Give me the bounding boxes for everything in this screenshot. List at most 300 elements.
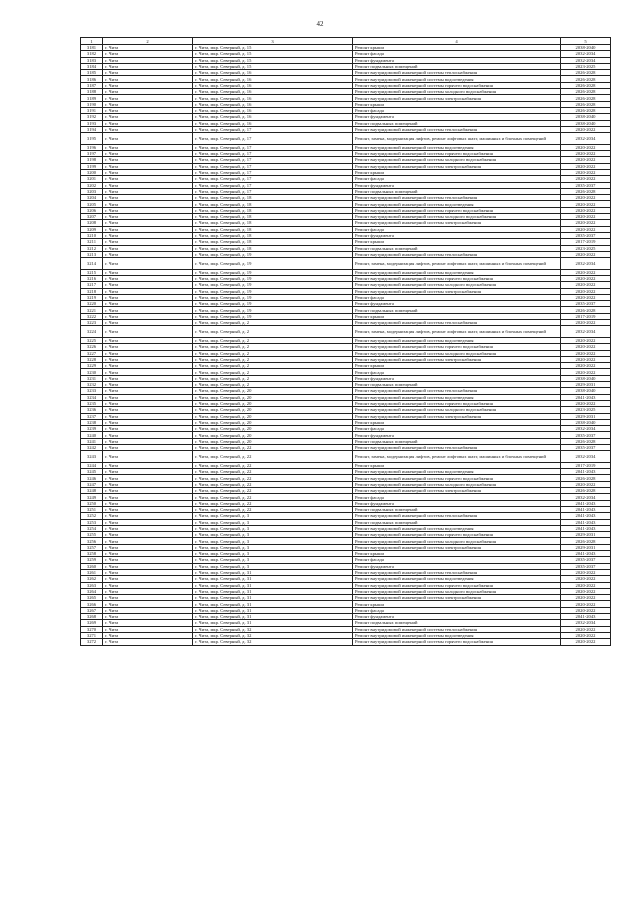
work-type-cell: Ремонт внутридомовой инженерной системы горячего водоснабжения bbox=[353, 400, 561, 406]
work-type-cell: Ремонт внутридомовой инженерной системы электроснабжения bbox=[353, 95, 561, 101]
row-number-cell: 3265 bbox=[81, 595, 103, 601]
work-type-cell: Ремонт внутридомовой инженерной системы теплоснабжения bbox=[353, 320, 561, 326]
address-cell: г. Чита, мкр. Северный, д. 15 bbox=[193, 45, 353, 51]
row-number-cell: 3218 bbox=[81, 288, 103, 294]
work-type-cell: Ремонт крыши bbox=[353, 551, 561, 557]
period-cell: 2020-2022 bbox=[561, 337, 611, 343]
row-number-cell: 3250 bbox=[81, 500, 103, 506]
city-cell: г. Чита bbox=[103, 544, 193, 550]
period-cell: 2041-2043 bbox=[561, 519, 611, 525]
work-type-cell: Ремонт внутридомовой инженерной системы холодного водоснабжения bbox=[353, 538, 561, 544]
city-cell: г. Чита bbox=[103, 120, 193, 126]
work-type-cell: Ремонт внутридомовой инженерной системы горячего водоснабжения bbox=[353, 639, 561, 645]
city-cell: г. Чита bbox=[103, 626, 193, 632]
period-cell: 2020-2022 bbox=[561, 207, 611, 213]
address-cell: г. Чита, мкр. Северный, д. 17 bbox=[193, 126, 353, 132]
row-number-cell: 3271 bbox=[81, 632, 103, 638]
city-cell: г. Чита bbox=[103, 151, 193, 157]
row-number-cell: 3185 bbox=[81, 70, 103, 76]
city-cell: г. Чита bbox=[103, 144, 193, 150]
city-cell: г. Чита bbox=[103, 356, 193, 362]
work-type-cell: Ремонт внутридомовой инженерной системы теплоснабжения bbox=[353, 388, 561, 394]
work-type-cell: Ремонт внутридомовой инженерной системы горячего водоснабжения bbox=[353, 532, 561, 538]
row-number-cell: 3215 bbox=[81, 269, 103, 275]
address-cell: г. Чита, мкр. Северный, д. 15 bbox=[193, 51, 353, 57]
period-cell: 2032-2034 bbox=[561, 326, 611, 338]
address-cell: г. Чита, мкр. Северный, д. 32 bbox=[193, 632, 353, 638]
work-type-cell: Ремонт внутридомовой инженерной системы горячего водоснабжения bbox=[353, 344, 561, 350]
row-number-cell: 3262 bbox=[81, 576, 103, 582]
address-cell: г. Чита, мкр. Северный, д. 2 bbox=[193, 344, 353, 350]
row-number-cell: 3202 bbox=[81, 182, 103, 188]
row-number-cell: 3193 bbox=[81, 120, 103, 126]
address-cell: г. Чита, мкр. Северный, д. 16 bbox=[193, 70, 353, 76]
city-cell: г. Чита bbox=[103, 419, 193, 425]
row-number-cell: 3232 bbox=[81, 382, 103, 388]
period-cell: 2038-2040 bbox=[561, 120, 611, 126]
work-type-cell: Ремонт фундамента bbox=[353, 182, 561, 188]
period-cell: 2020-2022 bbox=[561, 400, 611, 406]
city-cell: г. Чита bbox=[103, 563, 193, 569]
row-number-cell: 3245 bbox=[81, 469, 103, 475]
period-cell: 2020-2022 bbox=[561, 201, 611, 207]
row-number-cell: 3269 bbox=[81, 620, 103, 626]
period-cell: 2035-2037 bbox=[561, 432, 611, 438]
row-number-cell: 3214 bbox=[81, 258, 103, 270]
work-type-cell: Ремонт внутридомовой инженерной системы холодного водоснабжения bbox=[353, 588, 561, 594]
address-cell: г. Чита, мкр. Северный, д. 3 bbox=[193, 544, 353, 550]
row-number-cell: 3205 bbox=[81, 201, 103, 207]
work-type-cell: Ремонт фундамента bbox=[353, 301, 561, 307]
address-cell: г. Чита, мкр. Северный, д. 3 bbox=[193, 538, 353, 544]
city-cell: г. Чита bbox=[103, 363, 193, 369]
city-cell: г. Чита bbox=[103, 375, 193, 381]
city-cell: г. Чита bbox=[103, 350, 193, 356]
row-number-cell: 3253 bbox=[81, 519, 103, 525]
address-cell: г. Чита, мкр. Северный, д. 22 bbox=[193, 481, 353, 487]
period-cell: 2032-2034 bbox=[561, 133, 611, 145]
city-cell: г. Чита bbox=[103, 251, 193, 257]
work-type-cell: Ремонт внутридомовой инженерной системы горячего водоснабжения bbox=[353, 82, 561, 88]
row-number-cell: 3268 bbox=[81, 614, 103, 620]
period-cell: 2038-2040 bbox=[561, 419, 611, 425]
city-cell: г. Чита bbox=[103, 182, 193, 188]
period-cell: 2029-2031 bbox=[561, 544, 611, 550]
row-number-cell: 3272 bbox=[81, 639, 103, 645]
address-cell: г. Чита, мкр. Северный, д. 31 bbox=[193, 620, 353, 626]
period-cell: 2041-2043 bbox=[561, 469, 611, 475]
row-number-cell: 3238 bbox=[81, 419, 103, 425]
work-type-cell: Ремонт фундамента bbox=[353, 232, 561, 238]
address-cell: г. Чита, мкр. Северный, д. 19 bbox=[193, 251, 353, 257]
address-cell: г. Чита, мкр. Северный, д. 16 bbox=[193, 107, 353, 113]
address-cell: г. Чита, мкр. Северный, д. 17 bbox=[193, 157, 353, 163]
work-type-cell: Ремонт внутридомовой инженерной системы электроснабжения bbox=[353, 220, 561, 226]
city-cell: г. Чита bbox=[103, 475, 193, 481]
address-cell: г. Чита, мкр. Северный, д. 2 bbox=[193, 326, 353, 338]
period-cell: 2020-2022 bbox=[561, 282, 611, 288]
row-number-cell: 3235 bbox=[81, 400, 103, 406]
city-cell: г. Чита bbox=[103, 506, 193, 512]
work-type-cell: Ремонт внутридомовой инженерной системы электроснабжения bbox=[353, 288, 561, 294]
address-cell: г. Чита, мкр. Северный, д. 16 bbox=[193, 76, 353, 82]
period-cell: 2026-2028 bbox=[561, 538, 611, 544]
work-type-cell: Ремонт внутридомовой инженерной системы водоотведения bbox=[353, 337, 561, 343]
city-cell: г. Чита bbox=[103, 620, 193, 626]
row-number-cell: 3234 bbox=[81, 394, 103, 400]
row-number-cell: 3255 bbox=[81, 532, 103, 538]
address-cell: г. Чита, мкр. Северный, д. 16 bbox=[193, 89, 353, 95]
row-number-cell: 3243 bbox=[81, 451, 103, 463]
period-cell: 2020-2022 bbox=[561, 320, 611, 326]
address-cell: г. Чита, мкр. Северный, д. 20 bbox=[193, 413, 353, 419]
row-number-cell: 3208 bbox=[81, 220, 103, 226]
address-cell: г. Чита, мкр. Северный, д. 18 bbox=[193, 245, 353, 251]
row-number-cell: 3231 bbox=[81, 375, 103, 381]
city-cell: г. Чита bbox=[103, 320, 193, 326]
city-cell: г. Чита bbox=[103, 282, 193, 288]
row-number-cell: 3187 bbox=[81, 82, 103, 88]
period-cell: 2029-2031 bbox=[561, 413, 611, 419]
period-cell: 2041-2043 bbox=[561, 551, 611, 557]
work-type-cell: Ремонт крыши bbox=[353, 313, 561, 319]
address-cell: г. Чита, мкр. Северный, д. 19 bbox=[193, 258, 353, 270]
work-type-cell: Ремонт крыши bbox=[353, 239, 561, 245]
address-cell: г. Чита, мкр. Северный, д. 15 bbox=[193, 63, 353, 69]
row-number-cell: 3209 bbox=[81, 226, 103, 232]
row-number-cell: 3263 bbox=[81, 582, 103, 588]
address-cell: г. Чита, мкр. Северный, д. 18 bbox=[193, 201, 353, 207]
header-cell-5: 5 bbox=[561, 38, 611, 45]
address-cell: г. Чита, мкр. Северный, д. 18 bbox=[193, 239, 353, 245]
row-number-cell: 3201 bbox=[81, 176, 103, 182]
period-cell: 2026-2028 bbox=[561, 76, 611, 82]
address-cell: г. Чита, мкр. Северный, д. 32 bbox=[193, 639, 353, 645]
period-cell: 2032-2034 bbox=[561, 620, 611, 626]
header-cell-4: 4 bbox=[353, 38, 561, 45]
work-type-cell: Ремонт внутридомовой инженерной системы электроснабжения bbox=[353, 163, 561, 169]
row-number-cell: 3186 bbox=[81, 76, 103, 82]
row-number-cell: 3213 bbox=[81, 251, 103, 257]
row-number-cell: 3212 bbox=[81, 245, 103, 251]
address-cell: г. Чита, мкр. Северный, д. 31 bbox=[193, 588, 353, 594]
row-number-cell: 3223 bbox=[81, 320, 103, 326]
address-cell: г. Чита, мкр. Северный, д. 17 bbox=[193, 188, 353, 194]
row-number-cell: 3254 bbox=[81, 525, 103, 531]
period-cell: 2026-2028 bbox=[561, 82, 611, 88]
city-cell: г. Чита bbox=[103, 57, 193, 63]
work-type-cell: Ремонт внутридомовой инженерной системы горячего водоснабжения bbox=[353, 275, 561, 281]
address-cell: г. Чита, мкр. Северный, д. 16 bbox=[193, 101, 353, 107]
period-cell: 2041-2043 bbox=[561, 506, 611, 512]
address-cell: г. Чита, мкр. Северный, д. 20 bbox=[193, 432, 353, 438]
period-cell: 2020-2022 bbox=[561, 176, 611, 182]
period-cell: 2032-2034 bbox=[561, 57, 611, 63]
city-cell: г. Чита bbox=[103, 51, 193, 57]
city-cell: г. Чита bbox=[103, 588, 193, 594]
address-cell: г. Чита, мкр. Северный, д. 17 bbox=[193, 163, 353, 169]
city-cell: г. Чита bbox=[103, 607, 193, 613]
address-cell: г. Чита, мкр. Северный, д. 31 bbox=[193, 607, 353, 613]
address-cell: г. Чита, мкр. Северный, д. 20 bbox=[193, 438, 353, 444]
city-cell: г. Чита bbox=[103, 258, 193, 270]
city-cell: г. Чита bbox=[103, 307, 193, 313]
city-cell: г. Чита bbox=[103, 595, 193, 601]
period-cell: 2041-2043 bbox=[561, 513, 611, 519]
row-number-cell: 3192 bbox=[81, 114, 103, 120]
work-type-cell: Ремонт внутридомовой инженерной системы холодного водоснабжения bbox=[353, 282, 561, 288]
row-number-cell: 3252 bbox=[81, 513, 103, 519]
city-cell: г. Чита bbox=[103, 532, 193, 538]
row-number-cell: 3210 bbox=[81, 232, 103, 238]
row-number-cell: 3239 bbox=[81, 426, 103, 432]
address-cell: г. Чита, мкр. Северный, д. 31 bbox=[193, 595, 353, 601]
city-cell: г. Чита bbox=[103, 133, 193, 145]
row-number-cell: 3256 bbox=[81, 538, 103, 544]
city-cell: г. Чита bbox=[103, 313, 193, 319]
row-number-cell: 3233 bbox=[81, 388, 103, 394]
city-cell: г. Чита bbox=[103, 557, 193, 563]
work-type-cell: Ремонт, замена, модернизация лифтов, ремонт лифтовых шахт, машинных и блочных помещений bbox=[353, 451, 561, 463]
city-cell: г. Чита bbox=[103, 201, 193, 207]
row-number-cell: 3197 bbox=[81, 151, 103, 157]
address-cell: г. Чита, мкр. Северный, д. 17 bbox=[193, 169, 353, 175]
city-cell: г. Чита bbox=[103, 245, 193, 251]
work-type-cell: Ремонт внутридомовой инженерной системы теплоснабжения bbox=[353, 70, 561, 76]
city-cell: г. Чита bbox=[103, 513, 193, 519]
address-cell: г. Чита, мкр. Северный, д. 31 bbox=[193, 582, 353, 588]
period-cell: 2029-2031 bbox=[561, 382, 611, 388]
city-cell: г. Чита bbox=[103, 432, 193, 438]
city-cell: г. Чита bbox=[103, 63, 193, 69]
city-cell: г. Чита bbox=[103, 288, 193, 294]
row-number-cell: 3266 bbox=[81, 601, 103, 607]
address-cell: г. Чита, мкр. Северный, д. 20 bbox=[193, 400, 353, 406]
city-cell: г. Чита bbox=[103, 301, 193, 307]
address-cell: г. Чита, мкр. Северный, д. 16 bbox=[193, 95, 353, 101]
row-number-cell: 3224 bbox=[81, 326, 103, 338]
period-cell: 2020-2022 bbox=[561, 607, 611, 613]
period-cell: 2020-2022 bbox=[561, 294, 611, 300]
period-cell: 2026-2028 bbox=[561, 70, 611, 76]
row-number-cell: 3196 bbox=[81, 144, 103, 150]
city-cell: г. Чита bbox=[103, 45, 193, 51]
period-cell: 2032-2034 bbox=[561, 51, 611, 57]
row-number-cell: 3216 bbox=[81, 275, 103, 281]
period-cell: 2026-2028 bbox=[561, 307, 611, 313]
work-type-cell: Ремонт подвальных помещений bbox=[353, 307, 561, 313]
period-cell: 2020-2022 bbox=[561, 288, 611, 294]
row-number-cell: 3249 bbox=[81, 494, 103, 500]
city-cell: г. Чита bbox=[103, 614, 193, 620]
address-cell: г. Чита, мкр. Северный, д. 3 bbox=[193, 551, 353, 557]
work-type-cell: Ремонт фундамента bbox=[353, 432, 561, 438]
period-cell: 2020-2022 bbox=[561, 569, 611, 575]
city-cell: г. Чита bbox=[103, 226, 193, 232]
work-type-cell: Ремонт внутридомовой инженерной системы горячего водоснабжения bbox=[353, 582, 561, 588]
period-cell: 2035-2037 bbox=[561, 301, 611, 307]
header-cell-2: 2 bbox=[103, 38, 193, 45]
header-row bbox=[81, 38, 611, 45]
city-cell: г. Чита bbox=[103, 169, 193, 175]
row-number-cell: 3244 bbox=[81, 462, 103, 468]
row-number-cell: 3229 bbox=[81, 363, 103, 369]
table-row bbox=[81, 639, 611, 645]
row-number-cell: 3220 bbox=[81, 301, 103, 307]
period-cell: 2026-2028 bbox=[561, 89, 611, 95]
period-cell: 2020-2022 bbox=[561, 226, 611, 232]
period-cell: 2038-2040 bbox=[561, 114, 611, 120]
row-number-cell: 3236 bbox=[81, 407, 103, 413]
row-number-cell: 3183 bbox=[81, 57, 103, 63]
city-cell: г. Чита bbox=[103, 500, 193, 506]
city-cell: г. Чита bbox=[103, 95, 193, 101]
period-cell: 2038-2040 bbox=[561, 388, 611, 394]
address-cell: г. Чита, мкр. Северный, д. 2 bbox=[193, 382, 353, 388]
work-type-cell: Ремонт подвальных помещений bbox=[353, 519, 561, 525]
city-cell: г. Чита bbox=[103, 569, 193, 575]
work-type-cell: Ремонт фасада bbox=[353, 369, 561, 375]
row-number-cell: 3219 bbox=[81, 294, 103, 300]
work-type-cell: Ремонт подвальных помещений bbox=[353, 382, 561, 388]
period-cell: 2020-2022 bbox=[561, 126, 611, 132]
city-cell: г. Чита bbox=[103, 494, 193, 500]
address-cell: г. Чита, мкр. Северный, д. 2 bbox=[193, 369, 353, 375]
header-cell-3: 3 bbox=[193, 38, 353, 45]
city-cell: г. Чита bbox=[103, 582, 193, 588]
address-cell: г. Чита, мкр. Северный, д. 2 bbox=[193, 320, 353, 326]
work-type-cell: Ремонт внутридомовой инженерной системы теплоснабжения bbox=[353, 513, 561, 519]
row-number-cell: 3182 bbox=[81, 51, 103, 57]
address-cell: г. Чита, мкр. Северный, д. 15 bbox=[193, 57, 353, 63]
address-cell: г. Чита, мкр. Северный, д. 17 bbox=[193, 182, 353, 188]
city-cell: г. Чита bbox=[103, 488, 193, 494]
address-cell: г. Чита, мкр. Северный, д. 18 bbox=[193, 207, 353, 213]
city-cell: г. Чита bbox=[103, 337, 193, 343]
row-number-cell: 3221 bbox=[81, 307, 103, 313]
period-cell: 2020-2022 bbox=[561, 195, 611, 201]
work-type-cell: Ремонт внутридомовой инженерной системы электроснабжения bbox=[353, 544, 561, 550]
city-cell: г. Чита bbox=[103, 601, 193, 607]
work-type-cell: Ремонт крыши bbox=[353, 169, 561, 175]
city-cell: г. Чита bbox=[103, 214, 193, 220]
period-cell: 2032-2034 bbox=[561, 258, 611, 270]
address-cell: г. Чита, мкр. Северный, д. 22 bbox=[193, 462, 353, 468]
work-type-cell: Ремонт внутридомовой инженерной системы холодного водоснабжения bbox=[353, 481, 561, 487]
work-type-cell: Ремонт внутридомовой инженерной системы водоотведения bbox=[353, 269, 561, 275]
city-cell: г. Чита bbox=[103, 107, 193, 113]
period-cell: 2020-2022 bbox=[561, 363, 611, 369]
work-type-cell: Ремонт внутридомовой инженерной системы холодного водоснабжения bbox=[353, 157, 561, 163]
row-number-cell: 3257 bbox=[81, 544, 103, 550]
row-number-cell: 3184 bbox=[81, 63, 103, 69]
city-cell: г. Чита bbox=[103, 344, 193, 350]
period-cell: 2020-2022 bbox=[561, 582, 611, 588]
work-type-cell: Ремонт подвальных помещений bbox=[353, 63, 561, 69]
row-number-cell: 3206 bbox=[81, 207, 103, 213]
period-cell: 2035-2037 bbox=[561, 563, 611, 569]
work-type-cell: Ремонт внутридомовой инженерной системы холодного водоснабжения bbox=[353, 89, 561, 95]
work-type-cell: Ремонт внутридомовой инженерной системы водоотведения bbox=[353, 469, 561, 475]
work-type-cell: Ремонт фундамента bbox=[353, 375, 561, 381]
row-number-cell: 3258 bbox=[81, 551, 103, 557]
work-type-cell: Ремонт внутридомовой инженерной системы холодного водоснабжения bbox=[353, 214, 561, 220]
table-row bbox=[81, 258, 611, 270]
city-cell: г. Чита bbox=[103, 369, 193, 375]
city-cell: г. Чита bbox=[103, 469, 193, 475]
work-type-cell: Ремонт внутридомовой инженерной системы теплоснабжения bbox=[353, 251, 561, 257]
row-number-cell: 3204 bbox=[81, 195, 103, 201]
work-type-cell: Ремонт внутридомовой инженерной системы горячего водоснабжения bbox=[353, 475, 561, 481]
work-type-cell: Ремонт внутридомовой инженерной системы водоотведения bbox=[353, 576, 561, 582]
period-cell: 2041-2043 bbox=[561, 525, 611, 531]
address-cell: г. Чита, мкр. Северный, д. 2 bbox=[193, 356, 353, 362]
address-cell: г. Чита, мкр. Северный, д. 22 bbox=[193, 475, 353, 481]
address-cell: г. Чита, мкр. Северный, д. 22 bbox=[193, 494, 353, 500]
period-cell: 2029-2031 bbox=[561, 532, 611, 538]
page-number: 42 bbox=[316, 20, 324, 28]
period-cell: 2020-2022 bbox=[561, 214, 611, 220]
row-number-cell: 3195 bbox=[81, 133, 103, 145]
period-cell: 2020-2022 bbox=[561, 157, 611, 163]
address-cell: г. Чита, мкр. Северный, д. 3 bbox=[193, 525, 353, 531]
address-cell: г. Чита, мкр. Северный, д. 19 bbox=[193, 282, 353, 288]
row-number-cell: 3190 bbox=[81, 101, 103, 107]
period-cell: 2023-2025 bbox=[561, 63, 611, 69]
city-cell: г. Чита bbox=[103, 413, 193, 419]
period-cell: 2041-2043 bbox=[561, 394, 611, 400]
period-cell: 2020-2022 bbox=[561, 144, 611, 150]
period-cell: 2020-2022 bbox=[561, 588, 611, 594]
period-cell: 2032-2034 bbox=[561, 451, 611, 463]
address-cell: г. Чита, мкр. Северный, д. 18 bbox=[193, 220, 353, 226]
work-type-cell: Ремонт фасада bbox=[353, 176, 561, 182]
address-cell: г. Чита, мкр. Северный, д. 2 bbox=[193, 337, 353, 343]
period-cell: 2020-2022 bbox=[561, 169, 611, 175]
row-number-cell: 3189 bbox=[81, 95, 103, 101]
period-cell: 2020-2022 bbox=[561, 576, 611, 582]
work-type-cell: Ремонт фасада bbox=[353, 51, 561, 57]
period-cell: 2020-2022 bbox=[561, 269, 611, 275]
row-number-cell: 3247 bbox=[81, 481, 103, 487]
period-cell: 2020-2022 bbox=[561, 350, 611, 356]
address-cell: г. Чита, мкр. Северный, д. 16 bbox=[193, 114, 353, 120]
row-number-cell: 3200 bbox=[81, 169, 103, 175]
city-cell: г. Чита bbox=[103, 294, 193, 300]
city-cell: г. Чита bbox=[103, 525, 193, 531]
period-cell: 2020-2022 bbox=[561, 275, 611, 281]
row-number-cell: 3194 bbox=[81, 126, 103, 132]
city-cell: г. Чита bbox=[103, 269, 193, 275]
period-cell: 2017-2019 bbox=[561, 313, 611, 319]
work-type-cell: Ремонт крыши bbox=[353, 601, 561, 607]
row-number-cell: 3267 bbox=[81, 607, 103, 613]
work-type-cell: Ремонт внутридомовой инженерной системы электроснабжения bbox=[353, 413, 561, 419]
work-type-cell: Ремонт фундамента bbox=[353, 114, 561, 120]
work-type-cell: Ремонт внутридомовой инженерной системы теплоснабжения bbox=[353, 195, 561, 201]
work-type-cell: Ремонт фасада bbox=[353, 494, 561, 500]
row-number-cell: 3264 bbox=[81, 588, 103, 594]
work-type-cell: Ремонт внутридомовой инженерной системы горячего водоснабжения bbox=[353, 151, 561, 157]
address-cell: г. Чита, мкр. Северный, д. 3 bbox=[193, 557, 353, 563]
address-cell: г. Чита, мкр. Северный, д. 22 bbox=[193, 445, 353, 451]
city-cell: г. Чита bbox=[103, 382, 193, 388]
work-type-cell: Ремонт фундамента bbox=[353, 614, 561, 620]
row-number-cell: 3240 bbox=[81, 432, 103, 438]
row-number-cell: 3203 bbox=[81, 188, 103, 194]
row-number-cell: 3227 bbox=[81, 350, 103, 356]
table-row bbox=[81, 326, 611, 338]
